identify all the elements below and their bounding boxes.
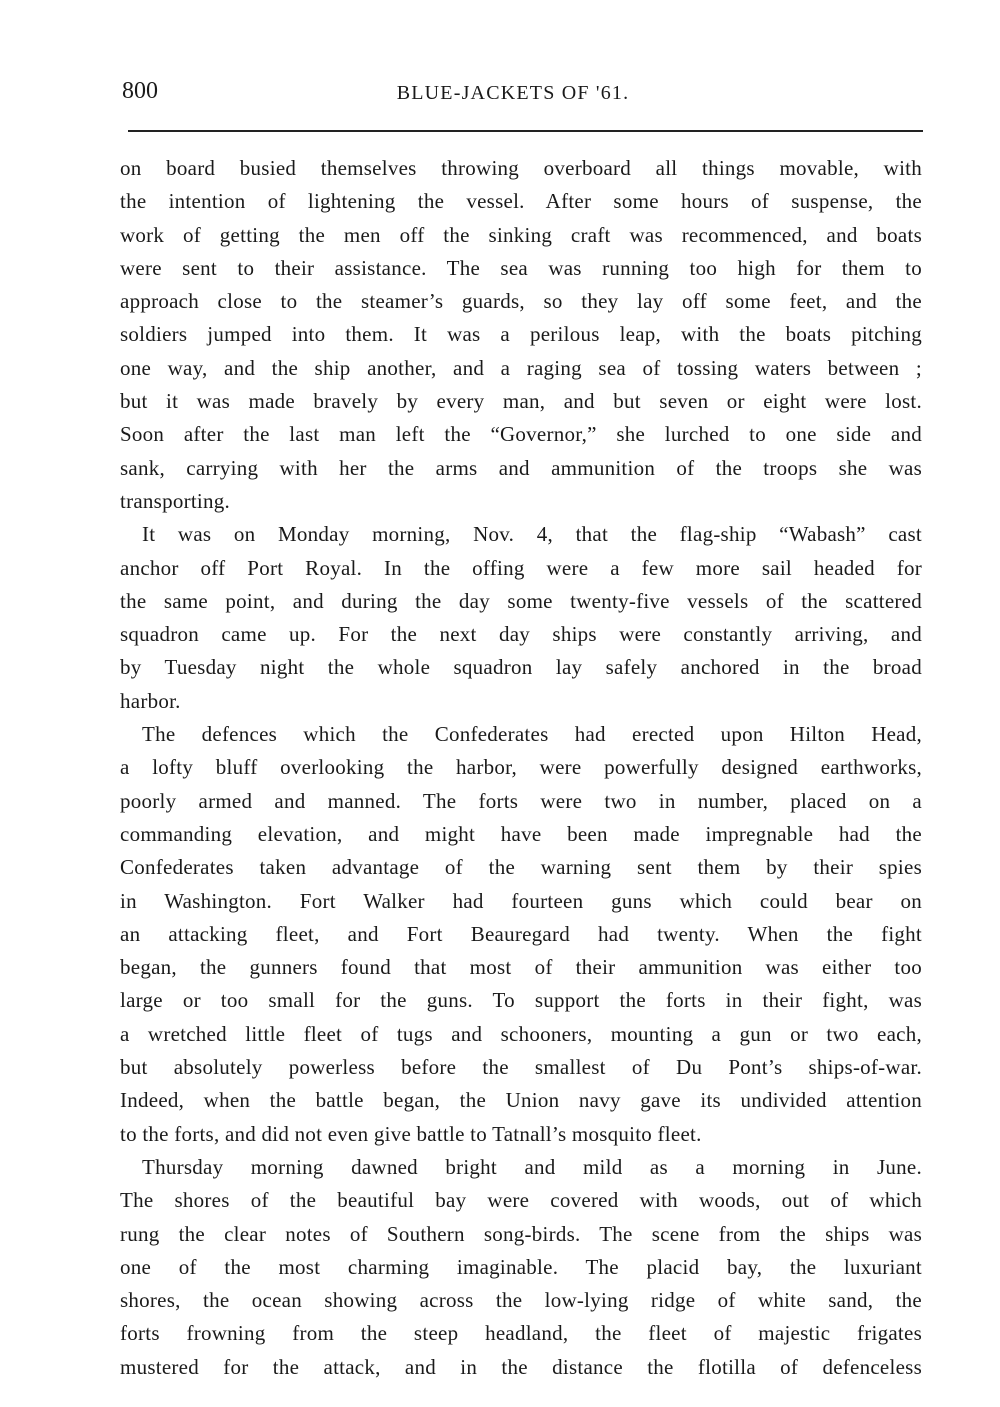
text-line: The defences which the Confederates had erected upon Hilton Head, xyxy=(142,722,922,747)
text-line: were sent to their assistance. The sea was running too high for them to xyxy=(120,255,922,280)
text-line: transporting. xyxy=(120,488,230,513)
text-line: a wretched little fleet of tugs and schooners, mounting a gun or two each, xyxy=(120,1021,922,1046)
text-line: Indeed, when the battle began, the Union navy gave its undivided attention xyxy=(120,1088,922,1113)
text-line: but absolutely powerless before the smallest of Du Pont’s ships-of-war. xyxy=(120,1055,922,1080)
text-line: began, the gunners found that most of their ammunition was either too xyxy=(120,955,922,980)
header-rule xyxy=(128,130,923,132)
text-line: poorly armed and manned. The forts were two in number, placed on a xyxy=(120,788,922,813)
text-line: Soon after the last man left the “Governor,” she lurched to one side and xyxy=(120,422,922,447)
text-line: sank, carrying with her the arms and ammunition of the troops she was xyxy=(120,455,922,480)
text-line: commanding elevation, and might have been made impregnable had the xyxy=(120,821,922,846)
running-title: BLUE-JACKETS OF '61. xyxy=(396,82,630,104)
text-line: The shores of the beautiful bay were covered with woods, out of which xyxy=(120,1188,922,1213)
text-line: shores, the ocean showing across the low-lying ridge of white sand, the xyxy=(120,1288,922,1313)
text-line: It was on Monday morning, Nov. 4, that the flag-ship “Wabash” cast xyxy=(142,522,922,547)
text-line: Confederates taken advantage of the warning sent them by their spies xyxy=(120,855,922,880)
paragraph xyxy=(120,152,922,518)
text-line: in Washington. Fort Walker had fourteen guns which could bear on xyxy=(120,888,922,913)
text-line: Thursday morning dawned bright and mild as a morning in June. xyxy=(142,1154,922,1179)
text-line: mustered for the attack, and in the distance the flotilla of defenceless xyxy=(120,1354,922,1379)
page-number: 800 xyxy=(122,78,158,104)
paragraph xyxy=(120,1151,922,1384)
text-line: an attacking fleet, and Fort Beauregard had twenty. When the fight xyxy=(120,921,922,946)
text-line: one way, and the ship another, and a raging sea of tossing waters between ; xyxy=(120,355,922,380)
text-line: on board busied themselves throwing overboard all things movable, with xyxy=(120,156,922,180)
text-line: but it was made bravely by every man, and but seven or eight were lost. xyxy=(120,389,922,414)
paragraph xyxy=(120,518,922,718)
text-line: the intention of lightening the vessel. After some hours of suspense, the xyxy=(120,189,922,214)
text-line: rung the clear notes of Southern song-birds. The scene from the ships was xyxy=(120,1221,922,1246)
text-line: large or too small for the guns. To support the forts in their fight, was xyxy=(120,988,922,1013)
text-line: a lofty bluff overlooking the harbor, were powerfully designed earthworks, xyxy=(120,755,922,780)
paragraph xyxy=(120,718,922,1151)
text-line: soldiers jumped into them. It was a perilous leap, with the boats pitching xyxy=(120,322,922,347)
text-line: anchor off Port Royal. In the offing were a few more sail headed for xyxy=(120,555,922,580)
text-line: the same point, and during the day some twenty-five vessels of the scattered xyxy=(120,588,922,613)
text-line: work of getting the men off the sinking craft was recommenced, and boats xyxy=(120,222,922,247)
body-text xyxy=(120,152,922,1384)
text-line: approach close to the steamer’s guards, so they lay off some feet, and the xyxy=(120,289,922,314)
text-line: squadron came up. For the next day ships were constantly arriving, and xyxy=(120,622,922,647)
text-line: to the forts, and did not even give battle to Tatnall’s mosquito fleet. xyxy=(120,1121,702,1146)
text-line: by Tuesday night the whole squadron lay safely anchored in the broad xyxy=(120,655,922,680)
text-line: one of the most charming imaginable. The placid bay, the luxuriant xyxy=(120,1254,922,1279)
text-line: forts frowning from the steep headland, the fleet of majestic frigates xyxy=(120,1321,922,1346)
text-line: harbor. xyxy=(120,688,181,713)
